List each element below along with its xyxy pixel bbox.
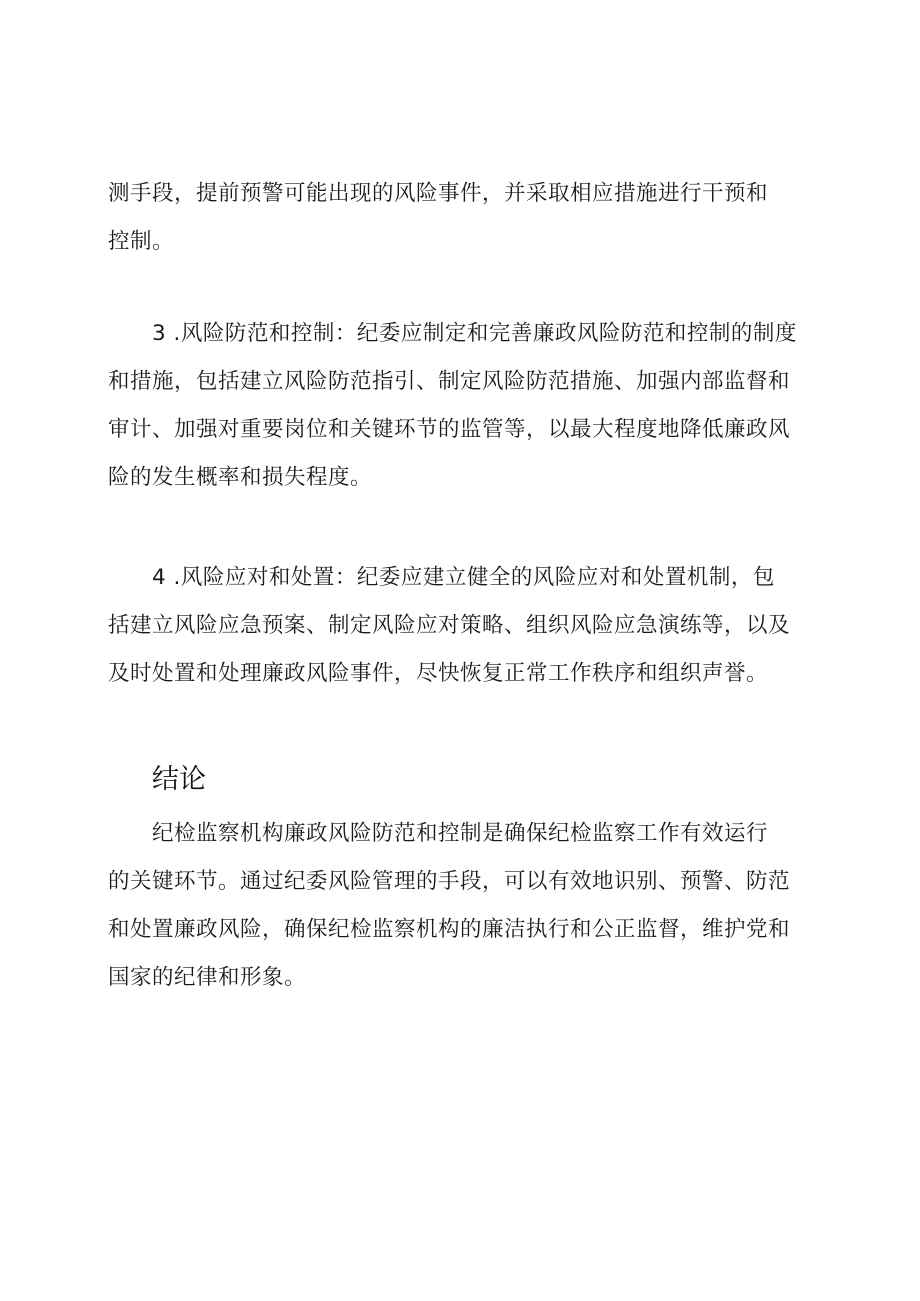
list-item-4-line: 及时处置和处理廉政风险事件，尽快恢复正常工作秩序和组织声誉。 <box>108 661 769 686</box>
list-item-4-line: 4 .风险应对和处置：纪委应建立健全的风险应对和处置机制，包 <box>152 565 775 590</box>
section-heading: 结论 <box>152 764 206 795</box>
conclusion-line: 和处置廉政风险，确保纪检监察机构的廉洁执行和公正监督，维护党和 <box>108 917 791 942</box>
list-item-3-line: 和措施，包括建立风险防范指引、制定风险防范措施、加强内部监督和 <box>108 369 791 394</box>
paragraph-line: 测手段，提前预警可能出现的风险事件，并采取相应措施进行干预和 <box>108 181 769 206</box>
conclusion-line: 国家的纪律和形象。 <box>108 965 307 990</box>
paragraph-line: 控制。 <box>108 229 175 254</box>
list-item-3-line: 3 .风险防范和控制：纪委应制定和完善廉政风险防范和控制的制度 <box>152 321 797 346</box>
conclusion-line: 纪检监察机构廉政风险防范和控制是确保纪检监察工作有效运行 <box>152 821 769 846</box>
list-item-3-line: 险的发生概率和损失程度。 <box>108 465 373 490</box>
list-item-3-line: 审计、加强对重要岗位和关键环节的监管等，以最大程度地降低廉政风 <box>108 417 791 442</box>
conclusion-line: 的关键环节。通过纪委风险管理的手段，可以有效地识别、预警、防范 <box>108 869 791 894</box>
list-item-4-line: 括建立风险应急预案、制定风险应对策略、组织风险应急演练等，以及 <box>108 613 791 638</box>
